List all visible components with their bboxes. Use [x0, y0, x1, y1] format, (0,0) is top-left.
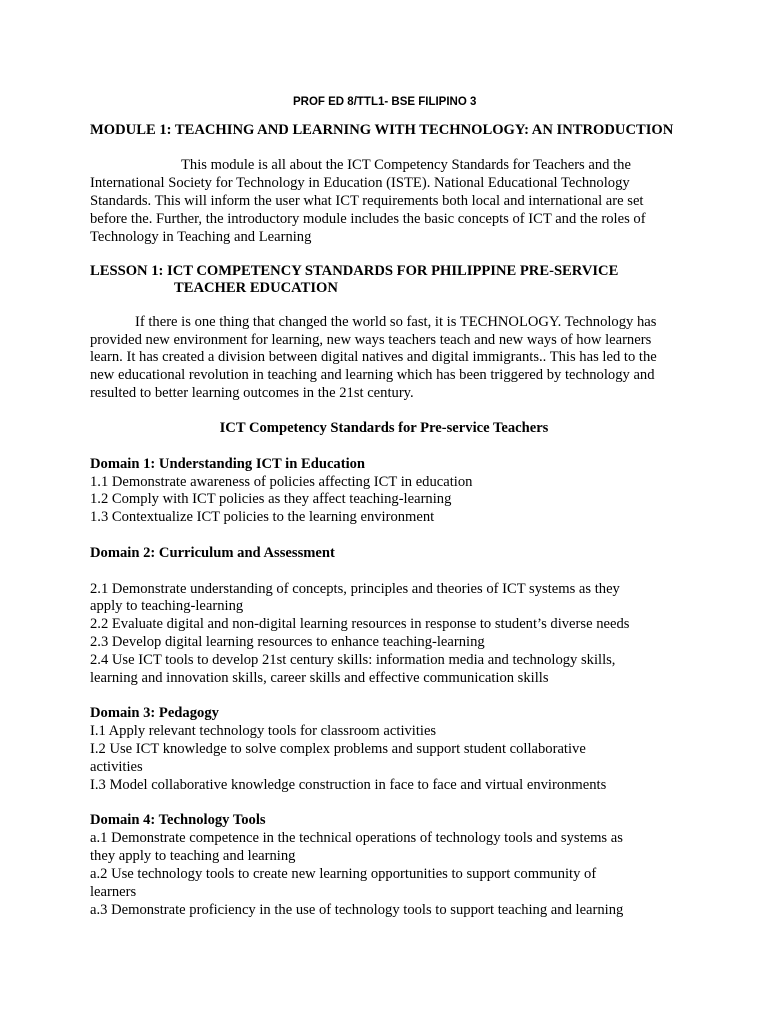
domain3-item: I.3 Model collaborative knowledge construction in face to face and virtual environments	[90, 777, 607, 793]
domain2-item: 2.3 Develop digital learning resources to enhance teaching-learning	[90, 634, 485, 650]
module-intro-line: Standards. This will inform the user what ICT requirements both local and international are set	[90, 193, 644, 209]
page-header: PROF ED 8/TTL1- BSE FILIPINO 3	[293, 96, 477, 108]
module-intro-line: This module is all about the ICT Competency Standards for Teachers and the	[181, 157, 631, 173]
domain2-title: Domain 2: Curriculum and Assessment	[90, 545, 335, 561]
domain2-item: 2.4 Use ICT tools to develop 21st century skills: information media and technology skills,	[90, 652, 616, 668]
domain3-item: activities	[90, 759, 143, 775]
domain4-item: learners	[90, 884, 137, 900]
domain2-item: 2.2 Evaluate digital and non-digital learning resources in response to student’s diverse needs	[90, 616, 630, 632]
lesson-intro-line: new educational revolution in teaching and learning which has been triggered by technology and	[90, 367, 655, 383]
lesson-intro-line: provided new environment for learning, new ways teachers teach and new ways of how learners	[90, 332, 652, 348]
domain3-title: Domain 3: Pedagogy	[90, 705, 219, 721]
domain1-title: Domain 1: Understanding ICT in Education	[90, 456, 366, 472]
domain3-item: I.1 Apply relevant technology tools for classroom activities	[90, 723, 437, 739]
lesson-intro-line: learn. It has created a division between digital natives and digital immigrants.. This has led to the	[90, 349, 657, 365]
domain4-item: a.3 Demonstrate proficiency in the use of technology tools to support teaching and learning	[90, 902, 624, 918]
domain2-item: learning and innovation skills, career skills and effective communication skills	[90, 670, 549, 686]
domain2-item: 2.1 Demonstrate understanding of concepts, principles and theories of ICT systems as they	[90, 581, 620, 597]
module-intro-line: Technology in Teaching and Learning	[90, 229, 312, 245]
lesson-title-line: TEACHER EDUCATION	[174, 280, 338, 296]
lesson-intro-line: resulted to better learning outcomes in the 21st century.	[90, 385, 414, 401]
domain4-title: Domain 4: Technology Tools	[90, 812, 266, 828]
domain4-item: a.2 Use technology tools to create new learning opportunities to support community of	[90, 866, 597, 882]
lesson-title-line: LESSON 1: ICT COMPETENCY STANDARDS FOR PHILIPPINE PRE-SERVICE	[90, 263, 619, 279]
domain1-item: 1.1 Demonstrate awareness of policies affecting ICT in education	[90, 474, 473, 490]
lesson-intro-line: If there is one thing that changed the world so fast, it is TECHNOLOGY. Technology has	[135, 314, 657, 330]
module-intro-line: International Society for Technology in Education (ISTE). National Educational Technology	[90, 175, 630, 191]
domain4-item: a.1 Demonstrate competence in the technical operations of technology tools and systems as	[90, 830, 623, 846]
domain1-item: 1.3 Contextualize ICT policies to the learning environment	[90, 509, 435, 525]
module-title: MODULE 1: TEACHING AND LEARNING WITH TECHNOLOGY: AN INTRODUCTION	[90, 122, 674, 138]
domain3-item: I.2 Use ICT knowledge to solve complex problems and support student collaborative	[90, 741, 586, 757]
standards-title: ICT Competency Standards for Pre-service Teachers	[219, 420, 549, 436]
domain4-item: they apply to teaching and learning	[90, 848, 296, 864]
domain1-item: 1.2 Comply with ICT policies as they affect teaching-learning	[90, 491, 452, 507]
module-intro-line: before the. Further, the introductory module includes the basic concepts of ICT and the roles of	[90, 211, 646, 227]
domain2-item: apply to teaching-learning	[90, 598, 244, 614]
